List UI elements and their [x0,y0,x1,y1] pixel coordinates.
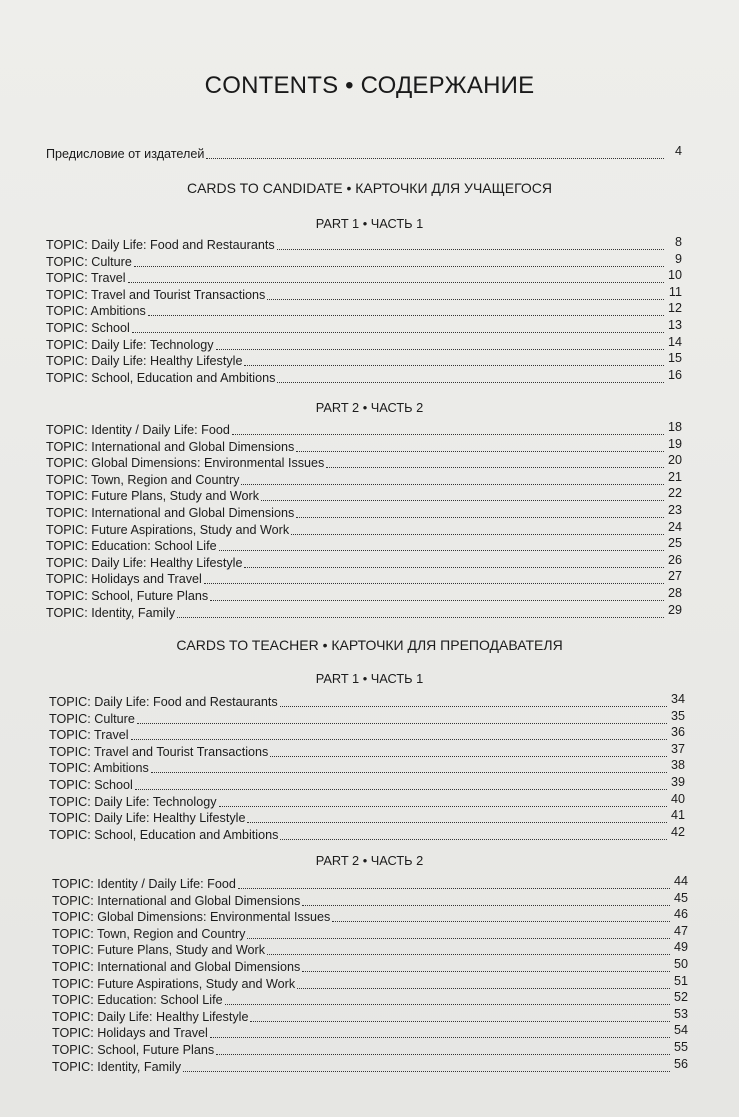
toc-entry-page: 25 [667,536,682,551]
part-heading: PART 2 • ЧАСТЬ 2 [315,853,424,868]
dot-leader [219,805,667,807]
dot-leader [238,887,670,889]
toc-entry-text: TOPIC: Global Dimensions: Environmental Issues [46,456,325,471]
toc-entry-page: 49 [673,940,688,955]
dot-leader [296,450,664,452]
dot-leader [216,348,664,350]
toc-entry-text: TOPIC: Ambitions [49,761,149,776]
dot-leader [137,722,667,724]
toc-entry[interactable] [46,269,682,286]
toc-entry-page: 11 [668,284,682,299]
toc-entry-text: TOPIC: Holidays and Travel [52,1026,208,1041]
toc-entry[interactable] [46,302,682,319]
dot-leader [297,987,670,989]
dot-leader [326,466,664,468]
toc-entry[interactable] [49,693,685,710]
toc-entry[interactable] [46,504,682,521]
dot-leader [135,788,667,790]
toc-entry[interactable] [52,1024,688,1041]
toc-entry-text: TOPIC: Travel [46,271,126,286]
toc-entry-page: 24 [667,519,682,534]
toc-entry[interactable] [49,726,685,743]
toc-entry-text: TOPIC: Travel and Tourist Transactions [49,744,269,759]
toc-entry[interactable] [49,776,685,793]
toc-entry-page: 26 [667,552,682,567]
toc-entry-text: TOPIC: Future Aspirations, Study and Work [46,522,290,537]
dot-leader [244,364,664,366]
toc-entry-page: 45 [673,890,688,905]
dot-leader [131,738,667,740]
toc-entry[interactable] [52,991,688,1008]
toc-entry-text: TOPIC: Daily Life: Food and Restaurants [49,695,278,709]
toc-entry-text: TOPIC: Identity, Family [52,1059,181,1074]
toc-entry[interactable] [46,554,682,571]
toc-entry-text: TOPIC: Town, Region and Country [52,926,246,941]
toc-entry-text: TOPIC: Daily Life: Healthy Lifestyle [46,354,243,369]
toc-entry-text: TOPIC: Education: School Life [46,539,217,554]
part-heading: PART 2 • ЧАСТЬ 2 [315,400,424,415]
toc-entry-text: TOPIC: Holidays and Travel [46,572,202,587]
toc-entry-page: 38 [670,758,685,773]
toc-entry[interactable] [46,587,682,604]
toc-entry-text: TOPIC: Education: School Life [52,993,223,1008]
dot-leader [216,1053,670,1055]
toc-entry-page: 52 [673,990,688,1005]
toc-entry[interactable] [46,521,682,538]
toc-entry-text: TOPIC: Town, Region and Country [46,472,240,487]
toc-entry-text: TOPIC: Daily Life: Healthy Lifestyle [52,1009,249,1024]
dot-leader [148,314,664,316]
toc-entry-page: 35 [670,708,685,723]
toc-entry-text: TOPIC: International and Global Dimensions [52,960,301,974]
toc-entry-page: 39 [670,775,685,789]
toc-entry-page: 50 [673,957,688,971]
toc-entry-page: 15 [667,351,682,366]
dot-leader [244,566,664,568]
toc-entry-page: 47 [673,923,688,938]
dot-leader [241,483,664,485]
toc-entry-text: TOPIC: School, Future Plans [46,589,209,603]
toc-entry[interactable] [52,875,688,892]
toc-entry[interactable] [49,809,685,826]
dot-leader [151,771,667,773]
toc-entry-text: TOPIC: School, Future Plans [52,1043,215,1057]
toc-entry-text: Предисловие от издателей [46,147,205,161]
toc-entry-text: TOPIC: Daily Life: Healthy Lifestyle [46,555,243,570]
toc-entry-text: TOPIC: Travel and Tourist Transactions [46,287,266,302]
toc-entry-page: 44 [673,874,688,888]
toc-entry-page: 19 [667,436,682,451]
toc-entry-page: 18 [667,420,682,434]
toc-entry-text: TOPIC: School [46,321,130,335]
toc-entry-text: TOPIC: Travel [49,728,129,743]
dot-leader [247,821,667,823]
toc-entry-page: 34 [670,692,685,706]
dot-leader [232,433,664,435]
part-heading: PART 1 • ЧАСТЬ 1 [315,671,424,686]
toc-entry[interactable] [49,710,685,727]
toc-entry-page: 23 [667,503,682,517]
toc-entry[interactable] [46,336,682,353]
toc-entry-page: 13 [667,318,682,332]
toc-entry[interactable] [52,941,688,958]
toc-entry-text: TOPIC: Ambitions [46,304,146,319]
toc-entry-page: 9 [674,251,682,266]
toc-entry-text: TOPIC: Daily Life: Healthy Lifestyle [49,811,246,826]
toc-entry[interactable] [52,908,688,925]
toc-entry[interactable] [49,826,685,843]
dot-leader [280,705,667,707]
toc-entry-page: 42 [670,824,685,839]
dot-leader [177,616,664,618]
toc-entry-page: 4 [674,144,682,158]
dot-leader [128,281,664,283]
toc-entry[interactable] [52,925,688,942]
dot-leader [267,298,664,300]
dot-leader [247,937,670,939]
toc-entry[interactable] [52,892,688,909]
toc-entry-page: 28 [667,586,682,600]
toc-entry[interactable] [46,604,682,621]
toc-entry-page: 46 [673,907,688,922]
toc-entry-page: 41 [670,808,685,823]
toc-entry-text: TOPIC: Future Plans, Study and Work [46,489,260,504]
toc-entry[interactable] [52,1041,688,1058]
toc-entry-page: 12 [667,301,682,316]
toc-entry-text: TOPIC: Identity, Family [46,605,175,620]
section-heading-candidate: CARDS TO CANDIDATE • КАРТОЧКИ ДЛЯ УЧАЩЕГОСЯ [186,180,552,196]
toc-entry-text: TOPIC: Culture [49,711,135,726]
dot-leader [267,953,670,955]
toc-entry[interactable] [52,1058,688,1075]
toc-entry[interactable] [46,570,682,587]
toc-entry-text: TOPIC: Daily Life: Food and Restaurants [46,238,275,252]
toc-entry[interactable] [49,793,685,810]
dot-leader [210,1036,670,1038]
dot-leader [204,582,664,584]
toc-entry[interactable] [52,958,688,975]
toc-entry[interactable] [46,471,682,488]
toc-entry-page: 37 [670,741,685,756]
dot-leader [270,755,667,757]
toc-entry-text: TOPIC: School, Education and Ambitions [49,827,279,842]
dot-leader [277,248,664,250]
part-heading: PART 1 • ЧАСТЬ 1 [315,216,424,231]
toc-entry[interactable] [46,352,682,369]
toc-entry-page: 40 [670,791,685,806]
toc-entry-page: 54 [673,1023,688,1038]
toc-entry-text: TOPIC: School, Education and Ambitions [46,370,276,385]
toc-entry[interactable] [49,743,685,760]
toc-entry-text: TOPIC: Identity / Daily Life: Food [52,877,236,891]
toc-entry-page: 14 [667,334,682,349]
toc-entry[interactable] [46,421,682,438]
toc-entry-page: 27 [667,569,682,584]
page-title: CONTENTS • СОДЕРЖАНИЕ [204,72,535,99]
dot-leader [332,920,670,922]
dot-leader [280,838,667,840]
toc-entry-page: 53 [673,1006,688,1021]
dot-leader [302,970,670,972]
toc-entry-page: 55 [673,1040,688,1054]
toc-entry-preface[interactable] [46,145,682,162]
toc-entry-page: 16 [667,367,682,382]
toc-entry[interactable] [46,537,682,554]
toc-entry-page: 36 [670,725,685,740]
toc-entry[interactable] [46,438,682,455]
dot-leader [225,1003,670,1005]
toc-entry-page: 8 [674,235,682,249]
toc-entry-page: 10 [667,268,682,283]
toc-entry-text: TOPIC: Future Aspirations, Study and Work [52,976,296,991]
toc-entry[interactable] [46,236,682,253]
dot-leader [302,904,670,906]
section-heading-teacher: CARDS TO TEACHER • КАРТОЧКИ ДЛЯ ПРЕПОДАВАТЕЛЯ [176,637,563,653]
toc-entry[interactable] [49,759,685,776]
dot-leader [206,157,664,159]
toc-entry-text: TOPIC: Identity / Daily Life: Food [46,423,230,437]
dot-leader [296,516,664,518]
toc-entry-text: TOPIC: International and Global Dimensions [52,893,301,908]
dot-leader [250,1020,670,1022]
toc-entry-text: TOPIC: International and Global Dimensions [46,506,295,520]
toc-entry-page: 51 [673,973,688,988]
toc-entry-text: TOPIC: Future Plans, Study and Work [52,943,266,958]
dot-leader [210,599,664,601]
toc-entry-page: 21 [667,469,682,484]
toc-entry-text: TOPIC: Daily Life: Technology [49,794,217,809]
toc-entry[interactable] [46,454,682,471]
toc-entry-text: TOPIC: Global Dimensions: Environmental Issues [52,910,331,925]
toc-entry[interactable] [52,1008,688,1025]
toc-entry-page: 20 [667,453,682,468]
toc-entry-text: TOPIC: International and Global Dimensions [46,439,295,454]
toc-entry[interactable] [52,975,688,992]
toc-entry[interactable] [46,369,682,386]
dot-leader [291,533,664,535]
dot-leader [134,265,664,267]
toc-entry[interactable] [46,253,682,270]
toc-entry-text: TOPIC: Daily Life: Technology [46,337,214,352]
toc-entry-page: 22 [667,486,682,501]
toc-entry[interactable] [46,286,682,303]
toc-entry-page: 29 [667,602,682,617]
toc-entry-page: 56 [673,1056,688,1071]
toc-entry[interactable] [46,487,682,504]
dot-leader [183,1070,670,1072]
toc-entry-text: TOPIC: School [49,778,133,792]
dot-leader [219,549,664,551]
dot-leader [132,331,664,333]
dot-leader [277,381,664,383]
toc-entry-text: TOPIC: Culture [46,254,132,269]
toc-entry[interactable] [46,319,682,336]
dot-leader [261,499,664,501]
